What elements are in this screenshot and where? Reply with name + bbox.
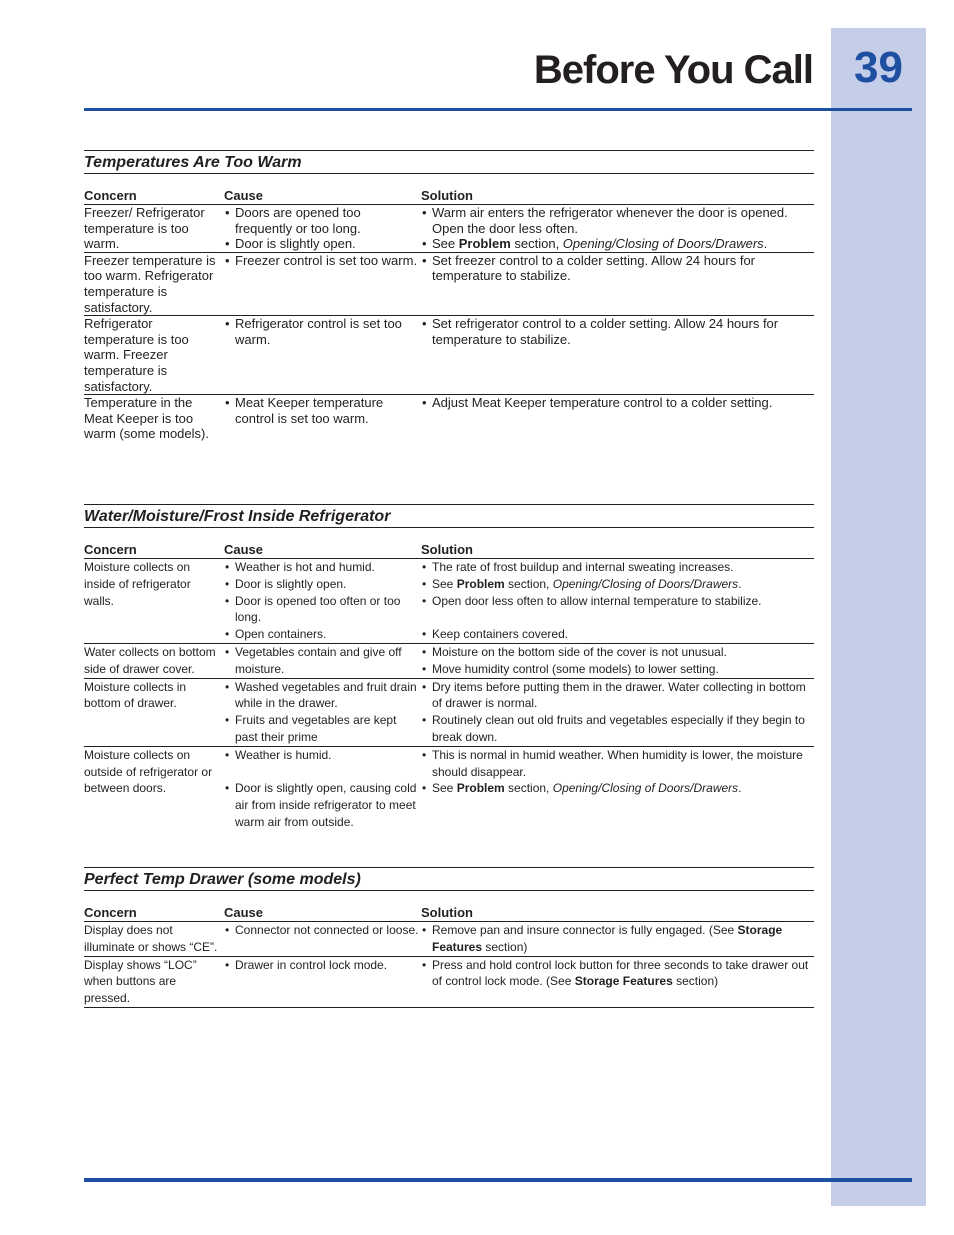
col-cause: Cause [224, 188, 264, 203]
header-rule [84, 108, 912, 111]
cause-item: • Door is slightly open. [224, 236, 421, 252]
solution-item: • Dry items before putting them in the drawer. Water collecting in bottom of drawer is normal. [421, 679, 814, 713]
concern-cell: Refrigerator temperature is too warm. Freezer temperature is satisfactory. [84, 316, 189, 394]
concern-cell: Display does not illuminate or shows “CE”. [84, 923, 218, 954]
cause-item: • Freezer control is set too warm. [224, 253, 421, 269]
table-row [84, 957, 814, 1008]
cause-item: • Open containers. [224, 626, 421, 643]
concern-cell: Freezer/ Refrigerator temperature is too warm. [84, 205, 205, 252]
col-solution: Solution [421, 905, 473, 920]
solution-item: • See Problem section, Opening/Closing of Doors/Drawers. [421, 780, 814, 797]
col-solution: Solution [421, 542, 473, 557]
cause-item: • Meat Keeper temperature control is set too warm. [224, 395, 421, 426]
section-heading: Temperatures Are Too Warm [84, 150, 814, 174]
table-row [84, 253, 814, 316]
col-cause: Cause [224, 905, 264, 920]
cause-item: • Weather is humid. [224, 747, 421, 764]
solution-item: • Set refrigerator control to a colder setting. Allow 24 hours for temperature to stabilize. [421, 316, 814, 347]
page-number: 39 [854, 43, 903, 92]
table-row [84, 679, 814, 747]
cause-item: • Doors are opened too frequently or too long. [224, 205, 421, 236]
page-title: Before You Call [533, 48, 813, 92]
cause-item: • Washed vegetables and fruit drain while in the drawer. [224, 679, 421, 713]
solution-item: • See Problem section, Opening/Closing of Doors/Drawers. [421, 576, 814, 593]
solution-item: • Adjust Meat Keeper temperature control to a colder setting. [421, 395, 814, 411]
concern-cell: Water collects on bottom side of drawer cover. [84, 644, 216, 676]
solution-item: • Set freezer control to a colder setting. Allow 24 hours for temperature to stabilize. [421, 253, 814, 284]
table-row [84, 205, 814, 253]
cause-item: • Door is slightly open. [224, 576, 421, 593]
section-perfect-temp-drawer [84, 867, 814, 1008]
concern-cell: Moisture collects in bottom of drawer. [84, 679, 187, 711]
solution-item: • Move humidity control (some models) to lower setting. [421, 661, 814, 678]
cause-item: • Refrigerator control is set too warm. [224, 316, 421, 347]
concern-cell: Temperature in the Meat Keeper is too warm (some models). [84, 395, 209, 442]
solution-item: • Open door less often to allow internal temperature to stabilize. [421, 593, 814, 610]
solution-item: • This is normal in humid weather. When humidity is lower, the moisture should disappear. [421, 747, 814, 781]
cause-item: • Drawer in control lock mode. [224, 957, 421, 974]
section-heading: Water/Moisture/Frost Inside Refrigerator [84, 504, 814, 528]
column-headers [84, 188, 814, 205]
col-concern: Concern [84, 188, 137, 203]
col-cause: Cause [224, 542, 264, 557]
table-row [84, 922, 814, 957]
footer-rule [84, 1178, 912, 1182]
table-row [84, 747, 814, 831]
solution-item: • See Problem section, Opening/Closing of Doors/Drawers. [421, 236, 814, 252]
col-concern: Concern [84, 542, 137, 557]
cause-item: • Vegetables contain and give off moisture. [224, 644, 421, 678]
col-concern: Concern [84, 905, 137, 920]
section-temperatures [84, 150, 814, 442]
solution-item: • Press and hold control lock button for three seconds to take drawer out of control lock mode. (See Storage Features section) [421, 957, 814, 991]
section-moisture [84, 504, 814, 831]
table-row [84, 559, 814, 644]
col-solution: Solution [421, 188, 473, 203]
table-row [84, 316, 814, 395]
concern-cell: Freezer temperature is too warm. Refrigerator temperature is satisfactory. [84, 252, 216, 315]
solution-item: • Keep containers covered. [421, 626, 814, 643]
concern-cell: Display shows “LOC” when buttons are pressed. [84, 957, 197, 1006]
solution-item: • Moisture on the bottom side of the cover is not unusual. [421, 644, 814, 661]
column-headers [84, 542, 814, 559]
solution-item: • Warm air enters the refrigerator whenever the door is opened. Open the door less often. [421, 205, 814, 236]
solution-item: • Remove pan and insure connector is fully engaged. (See Storage Features section) [421, 922, 814, 956]
cause-item: • Fruits and vegetables are kept past their prime [224, 712, 421, 746]
cause-item: • Weather is hot and humid. [224, 559, 421, 576]
cause-item: • Connector not connected or loose. [224, 922, 421, 939]
table-row [84, 644, 814, 679]
table-row [84, 395, 814, 442]
solution-item: • The rate of frost buildup and internal sweating increases. [421, 559, 814, 576]
cause-item: • Door is opened too often or too long. [224, 593, 421, 627]
column-headers [84, 905, 814, 922]
side-tab [831, 28, 926, 1206]
cause-item: • Door is slightly open, causing cold air from inside refrigerator to meet warm air from outside. [224, 780, 421, 830]
solution-item: • Routinely clean out old fruits and vegetables especially if they begin to break down. [421, 712, 814, 746]
concern-cell: Moisture collects on inside of refrigerator walls. [84, 560, 191, 608]
section-heading: Perfect Temp Drawer (some models) [84, 867, 814, 891]
concern-cell: Moisture collects on outside of refrigerator or between doors. [84, 747, 213, 796]
